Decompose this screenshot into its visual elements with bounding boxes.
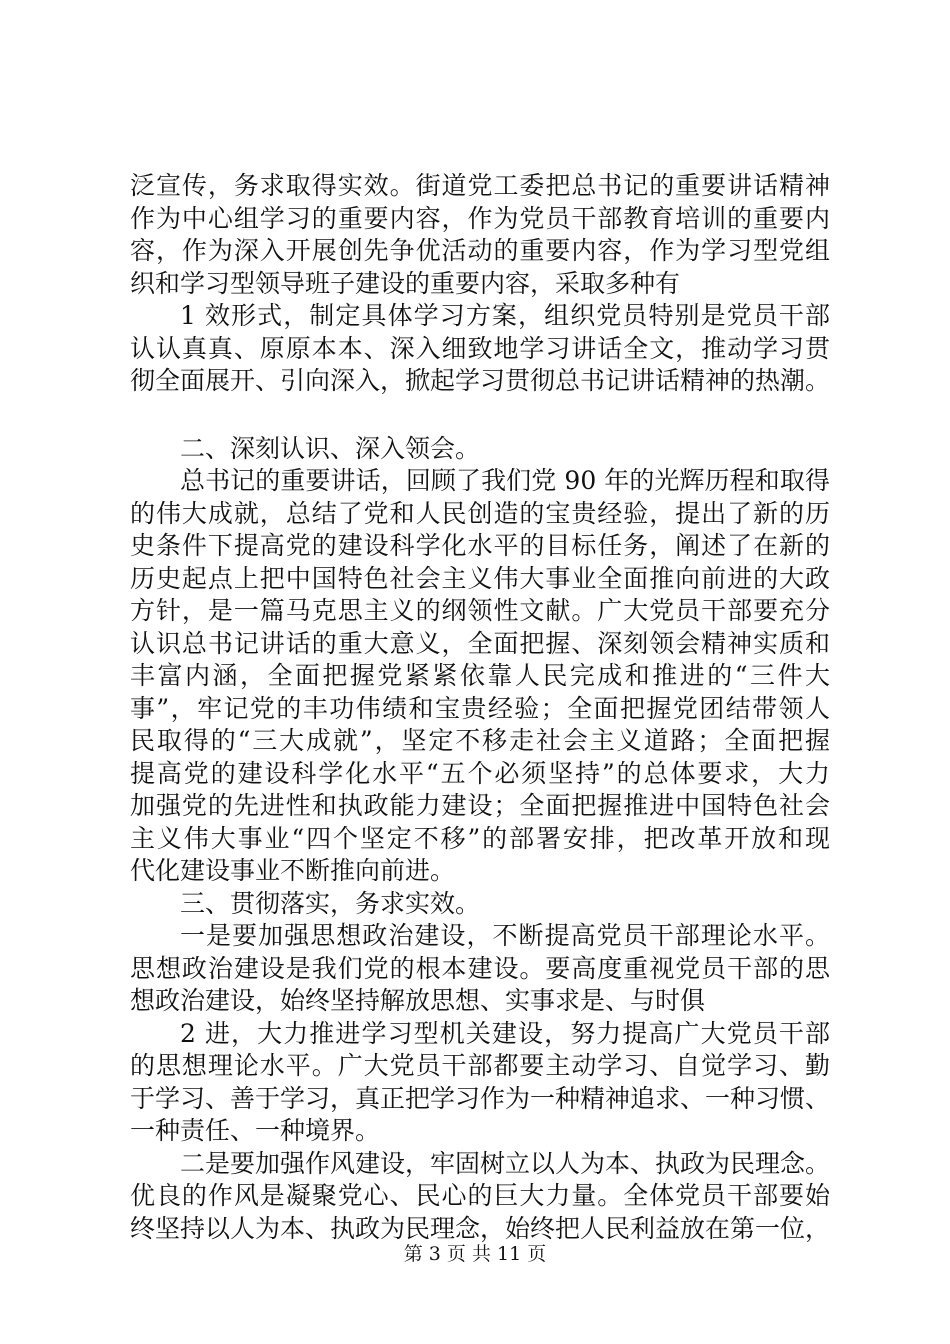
text-line: 于学习、善于学习，真正把学习作为一种精神追求、一种习惯、 (130, 1083, 830, 1113)
text-line: 容，作为深入开展创先争优活动的重要内容，作为学习型党组 (130, 236, 830, 265)
text-line: 二是要加强作风建设，牢固树立以人为本、执政为民理念。 (180, 1148, 830, 1178)
text-line: 思想政治建设是我们党的根本建设。要高度重视党员干部的思 (130, 953, 830, 983)
text-line: 认识总书记讲话的重大意义，全面把握、深刻领会精神实质和 (130, 628, 830, 658)
text-line: 主义伟大事业“四个坚定不移”的部署安排，把改革开放和现 (130, 823, 830, 853)
text-line: 的思想理论水平。广大党员干部都要主动学习、自觉学习、勤 (130, 1051, 830, 1080)
text-line: 泛宣传，务求取得实效。街道党工委把总书记的重要讲话精神 (130, 171, 830, 200)
text-line: 丰富内涵，全面把握党紧紧依靠人民完成和推进的“三件大 (130, 661, 830, 690)
paragraph-gap (130, 398, 830, 433)
text-line: 一种责任、一种境界。 (130, 1116, 381, 1145)
text-line: 方针，是一篇马克思主义的纲领性文献。广大党员干部要充分 (130, 596, 830, 625)
text-line: 提高党的建设科学化水平“五个必须坚持”的总体要求，大力 (130, 758, 830, 788)
text-line: 民取得的“三大成就”，坚定不移走社会主义道路；全面把握 (130, 726, 830, 755)
text-line: 作为中心组学习的重要内容，作为党员干部教育培训的重要内 (130, 203, 830, 233)
text-line: 总书记的重要讲话，回顾了我们党 90 年的光辉历程和取得 (180, 466, 830, 495)
text-line: 织和学习型领导班子建设的重要内容，采取多种有 (130, 268, 681, 298)
page-number-footer: 第 3 页 共 11 页 (403, 1243, 547, 1265)
text-line: 优良的作风是凝聚党心、民心的巨大力量。全体党员干部要始 (130, 1181, 830, 1210)
text-line: 一是要加强思想政治建设，不断提高党员干部理论水平。 (180, 921, 830, 950)
body-text (130, 170, 830, 1245)
text-line: 的伟大成就，总结了党和人民创造的宝贵经验，提出了新的历 (130, 498, 830, 528)
text-line: 代化建设事业不断推向前进。 (130, 856, 456, 885)
text-line: 历史起点上把中国特色社会主义伟大事业全面推向前进的大政 (130, 563, 830, 593)
text-line: 彻全面展开、引向深入，掀起学习贯彻总书记讲话精神的热潮。 (130, 366, 830, 395)
text-line: 想政治建设，始终坚持解放思想、实事求是、与时俱 (130, 986, 706, 1015)
text-line: 终坚持以人为本、执政为民理念，始终把人民利益放在第一位， (130, 1213, 830, 1243)
text-line: 史条件下提高党的建设科学化水平的目标任务，阐述了在新的 (130, 531, 830, 560)
text-line: 加强党的先进性和执政能力建设；全面把握推进中国特色社会 (130, 791, 830, 820)
text-line: 认认真真、原原本本、深入细致地学习讲话全文，推动学习贯 (130, 333, 830, 363)
section-heading: 二、深刻认识、深入领会。 (180, 433, 481, 463)
text-line: 1 效形式，制定具体学习方案，组织党员特别是党员干部 (180, 301, 830, 330)
text-line: 事”，牢记党的丰功伟绩和宝贵经验；全面把握党团结带领人 (130, 693, 830, 723)
text-line: 2 进，大力推进学习型机关建设，努力提高广大党员干部 (180, 1018, 830, 1048)
section-heading: 三、贯彻落实，务求实效。 (180, 888, 481, 918)
